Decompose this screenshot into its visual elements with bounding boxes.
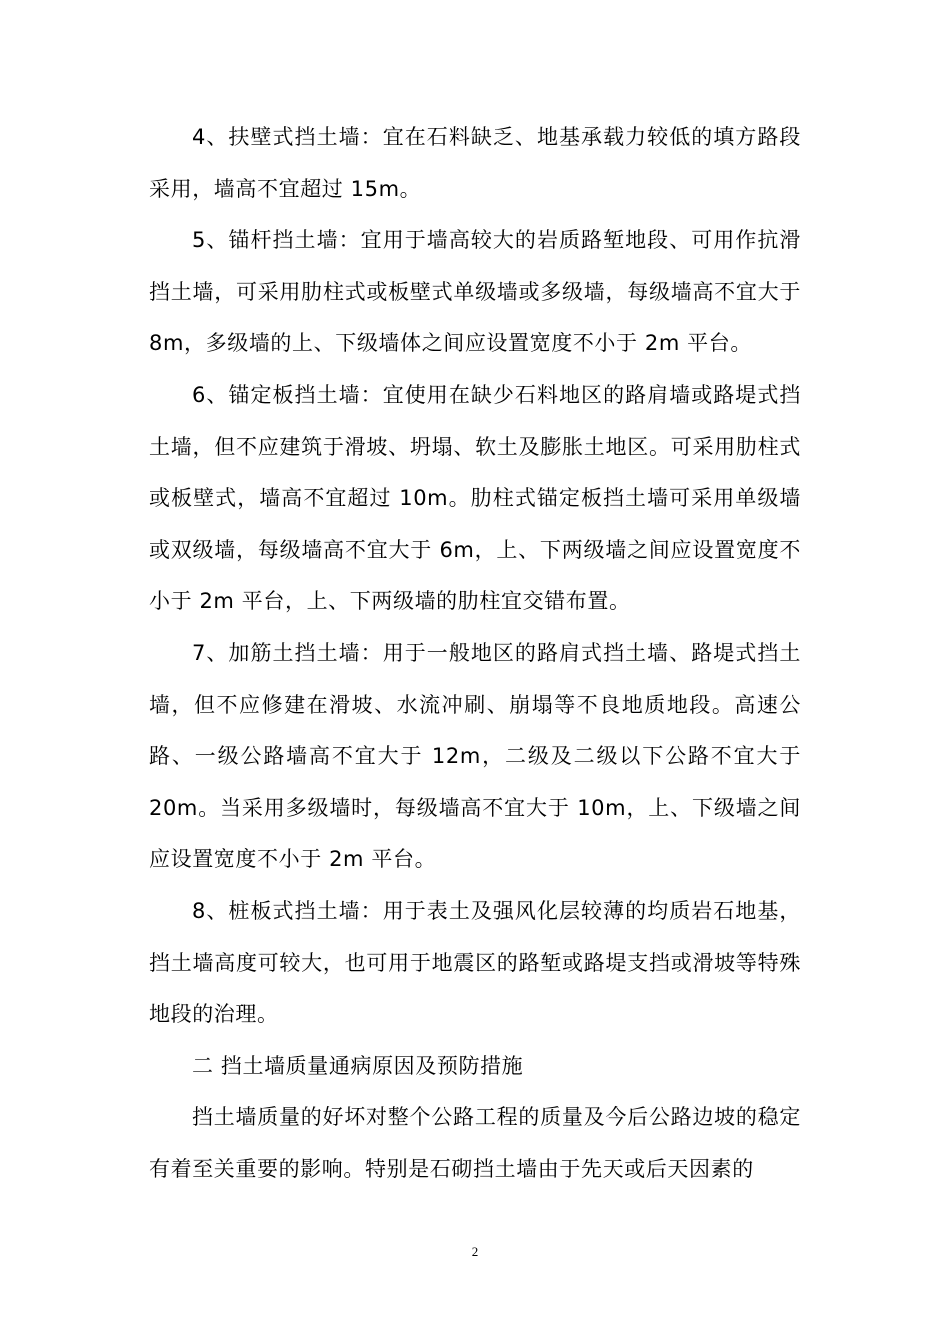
page-number: 2: [471, 1244, 479, 1259]
paragraph-anchor-rod-wall: 5、锚杆挡土墙：宜用于墙高较大的岩质路堑地段、可用作抗滑挡土墙，可采用肋柱式或板壁式单级墙或多级墙，每级墙高不宜大于 8m，多级墙的上、下级墙体之间应设置宽度不小于 2m 平台。: [149, 228, 801, 356]
document-body: [149, 112, 801, 1195]
paragraph-reinforced-earth-wall: 7、加筋土挡土墙：用于一般地区的路肩式挡土墙、路堤式挡土墙，但不应修建在滑坡、水流冲刷、崩塌等不良地质地段。高速公路、一级公路墙高不宜大于 12m，二级及二级以下公路不宜大于 20m。当采用多级墙时，每级墙高不宜大于 10m，上、下级墙之间应设置宽度不小于 2m 平台。: [149, 640, 801, 872]
paragraph-pile-plate-wall: 8、桩板式挡土墙：用于表土及强风化层较薄的均质岩石地基，挡土墙高度可较大，也可用于地震区的路堑或路堤支挡或滑坡等特殊地段的治理。: [149, 898, 801, 1027]
section-heading: 二 挡土墙质量通病原因及预防措施: [192, 1053, 524, 1078]
paragraph-anchor-plate-wall: 6、锚定板挡土墙：宜使用在缺少石料地区的路肩墙或路堤式挡土墙，但不应建筑于滑坡、坍塌、软土及膨胀土地区。可采用肋柱式或板壁式，墙高不宜超过 10m。肋柱式锚定板挡土墙可采用单级墙或双级墙，每级墙高不宜大于 6m，上、下两级墙之间应设置宽度不小于 2m 平台，上、下两级墙的肋柱宜交错布置。: [149, 382, 801, 614]
paragraph-buttress-wall: 4、扶壁式挡土墙：宜在石料缺乏、地基承载力较低的填方路段采用，墙高不宜超过 15m。: [149, 125, 801, 201]
paragraph-quality-intro: 挡土墙质量的好坏对整个公路工程的质量及今后公路边坡的稳定有着至关重要的影响。特别是石砌挡土墙由于先天或后天因素的: [149, 1105, 801, 1181]
